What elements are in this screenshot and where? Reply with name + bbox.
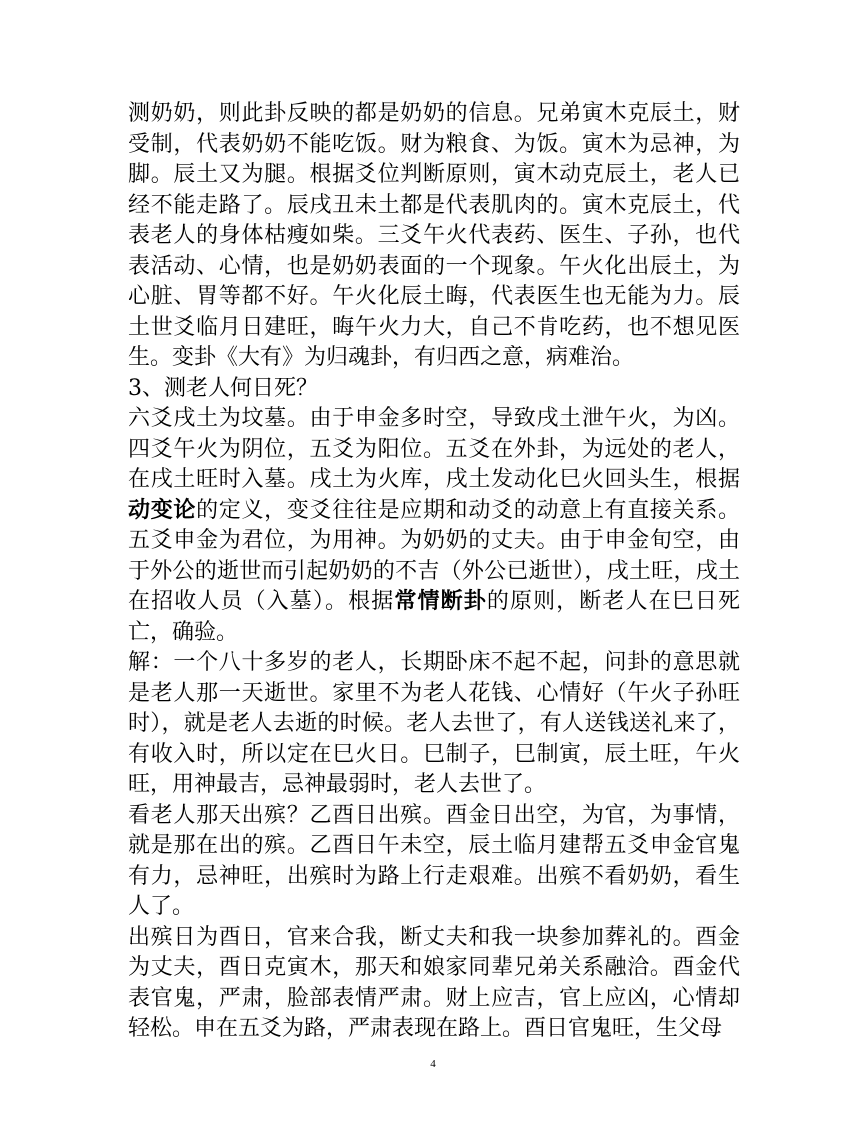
bold-term-changqing: 常情断卦 [394, 589, 487, 614]
paragraph-2-text-b: 的定义，变爻往往是应期和动爻的动意上有直接关系。五爻申金为君位，为用神。为奶奶的丈夫。由于申金旬空，由于外公的逝世而引起奶奶的不吉（外公已逝世），戌土旺，戌土在招收人员（入墓）。根据 [128, 497, 740, 614]
paragraph-4: 看老人那天出殡？乙酉日出殡。酉金日出空，为官，为事情，就是那在出的殡。乙酉日午未空，辰土临月建帮五爻申金官鬼有力，忌神旺，出殡时为路上行走艰难。出殡不看奶奶，看生人了。 [128, 802, 740, 919]
paragraph-1: 测奶奶，则此卦反映的都是奶奶的信息。兄弟寅木克辰土，财受制，代表奶奶不能吃饭。财为粮食、为饭。寅木为忌神，为脚。辰土又为腿。根据爻位判断原则，寅木动克辰土，老人已经不能走路了。辰戌丑未土都是代表肌肉的。寅木克辰土，代表老人的身体枯瘦如柴。三爻午火代表药、医生、子孙，也代表活动、心情，也是奶奶表面的一个现象。午火化出辰土，为心脏、胃等都不好。午火化辰土晦，代表医生也无能为力。辰土世爻临月日建旺，晦午火力大，自己不肯吃药，也不想见医生。变卦《大有》为归魂卦，有归西之意，病难治。 [128, 101, 740, 370]
paragraph-2 [128, 404, 740, 648]
paragraph-2-text-a: 六爻戌土为坟墓。由于申金多时空，导致戌土泄午火，为凶。四爻午火为阴位，五爻为阳位。五爻在外卦，为远处的老人，在戌土旺时入墓。戌土为火库，戌土发动化巳火回头生，根据 [128, 406, 740, 492]
paragraph-3: 解：一个八十多岁的老人，长期卧床不起不起，问卦的意思就是老人那一天逝世。家里不为老人花钱、心情好（午火子孙旺时），就是老人去逝的时候。老人去世了，有人送钱送礼来了，有收入时，所以定在巳火日。巳制子，巳制寅，辰土旺，午火旺，用神最吉，忌神最弱时，老人去世了。 [128, 650, 740, 797]
page-number: 4 [430, 1058, 436, 1070]
body-text [128, 99, 740, 1045]
bold-term-dongbianlun: 动变论 [128, 497, 197, 523]
paragraph-5: 出殡日为酉日，官来合我，断丈夫和我一块参加葬礼的。酉金为丈夫，酉日克寅木，那天和娘家同辈兄弟关系融洽。酉金代表官鬼，严肃，脸部表情严肃。财上应吉，官上应凶，心情却轻松。申在五爻为路，严肃表现在路上。酉日官鬼旺，生父母 [128, 924, 740, 1041]
section-heading: 3、测老人何日死？ [128, 375, 318, 401]
paragraph-2-text-c: 的原则，断老人在巳日死亡，确验。 [128, 589, 740, 645]
